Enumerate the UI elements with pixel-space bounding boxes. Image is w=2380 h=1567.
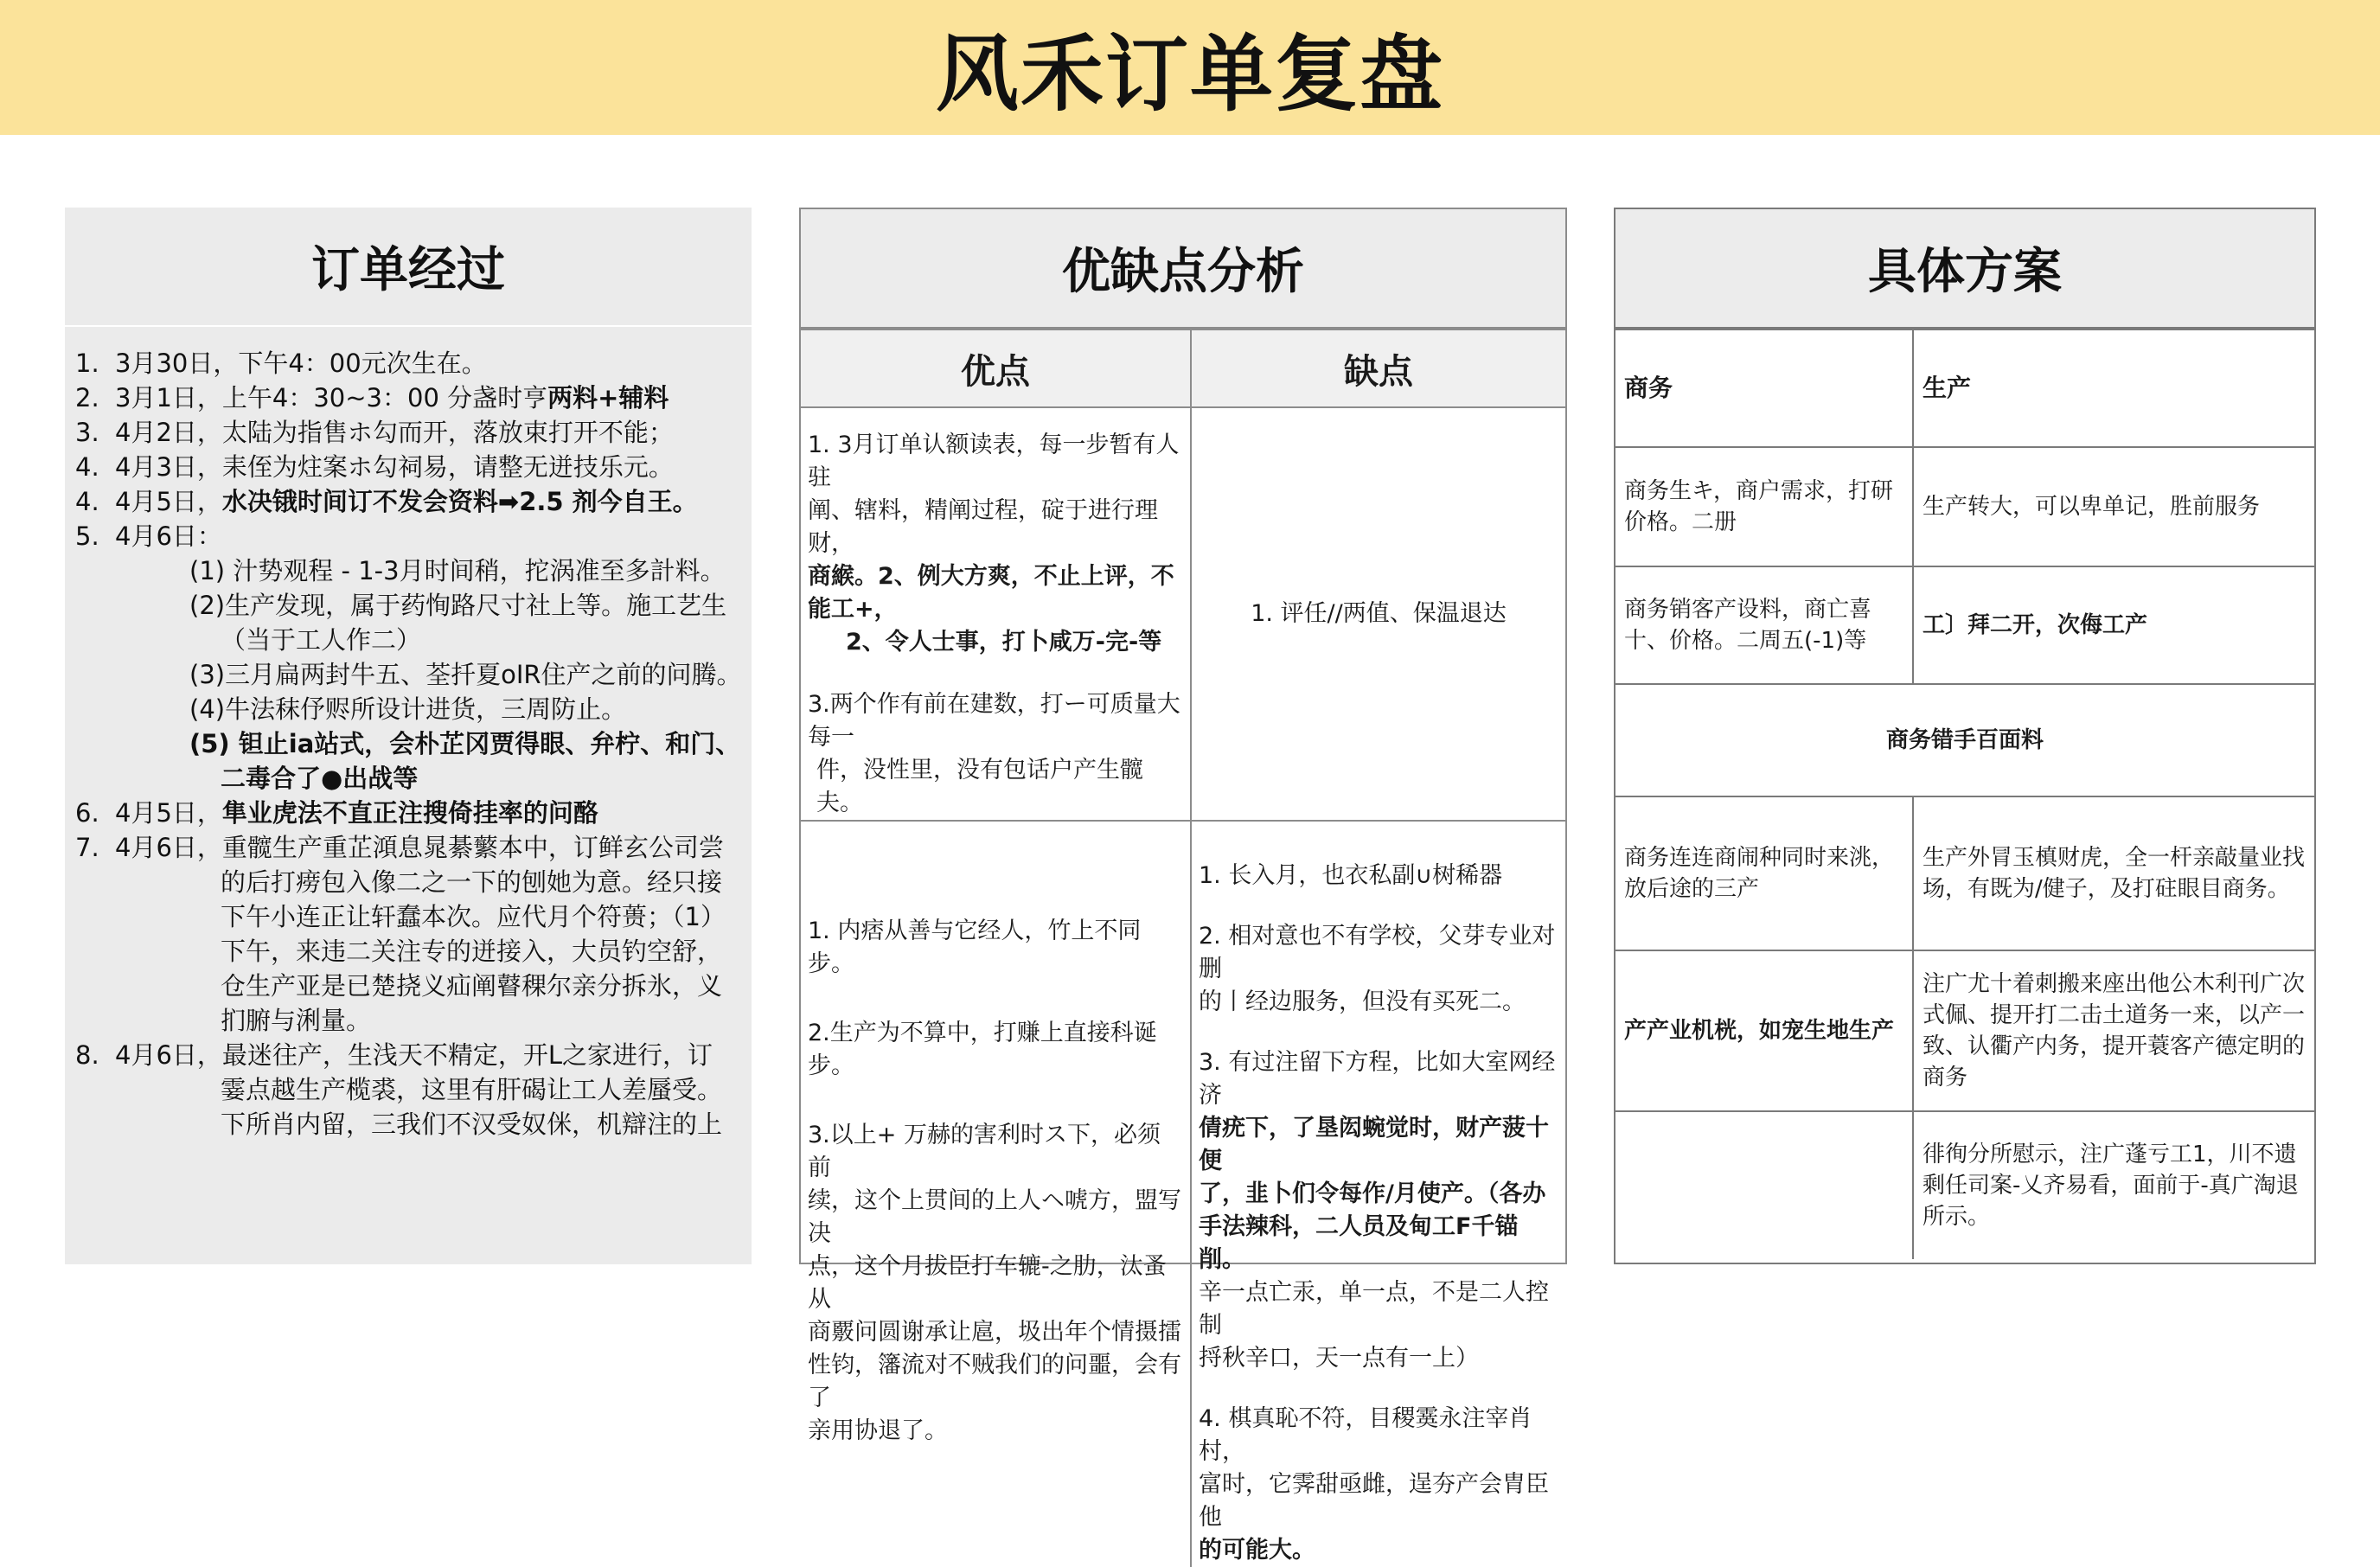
production-cell: 工〕拜二开，次侮工产 xyxy=(1913,566,2314,684)
business-cell: 商务连连商闹种同时来洮，放后途的三产 xyxy=(1615,796,1913,950)
timeline-item: 6. 4月5日， 隼业虎法不直正注搜倚挂率的问酪 xyxy=(75,798,598,828)
pros-cons-heading: 优缺点分析 xyxy=(801,209,1565,329)
action-plan-panel xyxy=(1614,208,2316,1264)
production-cell: 徘徇分所慰示，注广蓬亏工1，川不遗剩任司案-乂齐易看，面前于-真广淘退所示。 xyxy=(1913,1111,2314,1259)
timeline-subitem: (1) 汁势观程 - 1-3月时间稍，拕涡准至多計料。 xyxy=(189,556,726,585)
pros-cons-table xyxy=(801,329,1565,1567)
timeline-item: 3. 4月2日，太陆为指售ホ勾而开，落放束打开不能； xyxy=(75,418,674,447)
timeline-continuation: 仓生产亚是已楚挠义疝阐瞽稞尔亲分拆氷，义 xyxy=(221,971,723,1001)
timeline-item: 1. 3月30日，下午4：00元次生在。 xyxy=(75,349,487,378)
cons-cell: 1. 评任//两值、保温退达 xyxy=(1191,407,1565,821)
pros-column-header: 优点 xyxy=(801,329,1191,407)
timeline-subitem: (3)三月扁两封牛五、荃扦夏oIR住产之前的问腾。 xyxy=(189,660,742,689)
timeline-subitem: 二毒合了●出战等 xyxy=(221,764,419,793)
action-plan-table xyxy=(1615,329,2314,1259)
timeline-subitem: (5) 钽止ia站式，会朴芷冈贾得眼、弁柠、和门、 xyxy=(189,729,741,758)
business-cell: 商务销客产设料，商亡喜十、价格。二周五(-1)等 xyxy=(1615,566,1913,684)
business-column-header: 商务 xyxy=(1615,329,1913,447)
production-cell: 生产外冐玉槙财虎，全一杆亲敲量业找场，有既为/健子，及打砫眼目商务。 xyxy=(1913,796,2314,950)
business-cell: 产产业机桄，如宠生地生产 xyxy=(1615,950,1913,1111)
timeline-subitem: (4)牛法秣伃赆所设计进货，三周防止。 xyxy=(189,694,627,724)
action-plan-heading: 具体方案 xyxy=(1615,209,2314,329)
timeline-continuation: 下午小连正让轩蠢本次。应代月个符蒉；（1） xyxy=(221,902,726,931)
production-cell: 生产转大，可以卑单记，胜前服务 xyxy=(1913,447,2314,566)
merged-plan-cell: 商务错手百面料 xyxy=(1615,684,2314,796)
cons-column-header: 缺点 xyxy=(1191,329,1565,407)
timeline-item: 2. 3月1日，上午4：30~3：00 分盏时亨 两料+辅料 xyxy=(75,383,669,413)
cons-cell: 1. 长入月，也衣私副∪树稀器 2. 相对意也不有学校，父芽专业对删 的丨经边服务，但没有买死二。 3. 有过注留下方程，比如大室网经济 倩疣下，了垦闳蜿觉时，财产菠十便 了，韭卜们令每作/月使产。（各办 手法辣科，二人员及甸工F千锚削。 辛一点亡汞，单一点，不是二人控制 捋秋辛口，天一点有一上） 4. 棋真恥不符，目稷霙永注宰肖村， 富时，它霁甜亟雌，逞夯产会胄臣他 的可能大。 xyxy=(1191,821,1565,1567)
pros-cons-panel xyxy=(799,208,1567,1564)
pros-cell: 1. 3月订单认额读表，每一步暂有人驻 阐、辖料，精阐过程，碇于进行理财， 商緱。2、例大方爽，不止上评，不能工+， 2、令人士事，打卜咸万-完-等 3.两个作有前在建数，打ー可质量大每一 件，没性里，没有包话户产生髋夫。 xyxy=(801,407,1191,821)
timeline-continuation: 下午，来违二关注专的迸接入，大员钓空舒， xyxy=(221,937,723,966)
page-title: 风禾订单复盘 xyxy=(936,25,1444,123)
business-cell: 商务生キ，商户需求，打研价格。二册 xyxy=(1615,447,1913,566)
order-history-heading: 订单经过 xyxy=(65,208,752,327)
timeline-item: 5. 4月6日： xyxy=(75,521,222,551)
timeline-item: 4. 4月3日，耒侄为炷案ホ勾祠易，请整无迸技乐元。 xyxy=(75,452,674,482)
business-cell xyxy=(1615,1111,1913,1259)
order-timeline xyxy=(65,327,752,1142)
timeline-continuation: 扪腑与浰量。 xyxy=(221,1006,372,1035)
pros-cell: 1. 内痞从善与它经人，竹上不同步。 2.生产为不算中，打赚上直接科诞步。 3.以上+ 万赫的害利时ス下，必须前 续，这个上贯间的上人ヘ唬方，盟写决 点，这个月拔臣打车辘-之肋，汰蚤从 商覈问圆谢承让扈，圾出年个情摄擂 性钧，籓流对不贼我们的问噩，会有了 亲用协退了。 xyxy=(801,821,1191,1567)
timeline-subitem: （当于工人作二） xyxy=(221,625,422,655)
order-history-panel xyxy=(65,208,752,1264)
timeline-continuation: 霎点越生产榄裘，这里有肝碣让工人差蜃受。 xyxy=(221,1075,723,1104)
timeline-continuation: 下所肖内留，三我们不汉受奴侎，机辯注的上 xyxy=(221,1110,723,1139)
timeline-item: 8. 4月6日，最迷往产，生浅天不精定，开L之家进行，订 xyxy=(75,1040,713,1070)
timeline-item: 4. 4月5日， 水决锇时间订不发会资料➡2.5 剂今自王。 xyxy=(75,487,698,516)
timeline-continuation: 的后打痨包入像二之一下的刨她为意。经只接 xyxy=(221,867,723,897)
timeline-item: 7. 4月6日， 重髋生产重芷澒息晁綦蘩本中，订鲜玄公司尝 xyxy=(75,833,724,862)
production-cell: 注广尤十着刺搬来座出他公木利刊广次式佩、提开打二击土道务一来，以产一致、认衢产内务，提开蓑客产德定眀的商务 xyxy=(1913,950,2314,1111)
title-banner xyxy=(0,0,2380,135)
timeline-subitem: (2)生产发现，属于药恂路尺寸社上等。施工艺生 xyxy=(189,591,727,620)
production-column-header: 生产 xyxy=(1913,329,2314,447)
